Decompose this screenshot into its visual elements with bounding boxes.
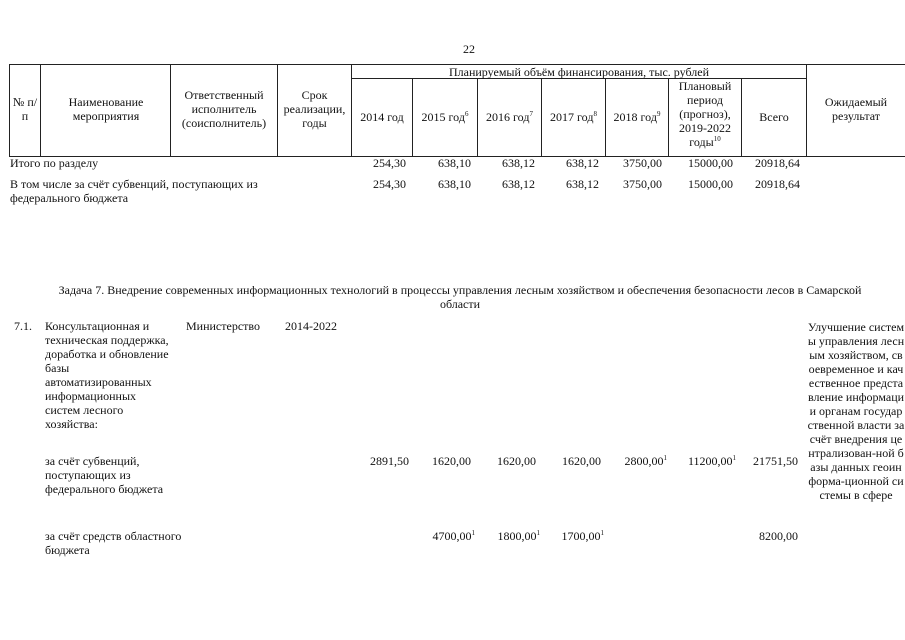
summary-total-2015: 638,10 <box>438 156 471 170</box>
subrow-regional-2016: 1800,00$^1$ <box>497 529 540 543</box>
header-2017: 2017 год$^8$ <box>550 110 597 124</box>
subrow-regional-2017: 1700,00$^1$ <box>561 529 604 543</box>
header-2018: 2018 год$^9$ <box>613 110 661 124</box>
summary-total-sum: 20918,64 <box>755 156 800 170</box>
subrow-regional-total: 8200,00 <box>759 529 798 543</box>
summary-total-2014: 254,30 <box>373 156 406 170</box>
header-2015: 2015 год$^6$ <box>421 110 469 124</box>
summary-federal-2016: 638,12 <box>502 177 535 191</box>
summary-federal-2018: 3750,00 <box>623 177 662 191</box>
summary-total-2017: 638,12 <box>566 156 599 170</box>
item-number: 7.1. <box>14 319 32 333</box>
page-number: 22 <box>463 42 475 56</box>
subrow-regional-2015: 4700,00$^1$ <box>432 529 475 543</box>
item-expected-result: Улучшение системы управления лесным хозяйством, своевременное и качественное представление информации органам государственной власти за счёт внедрения централизован-ной базы данных геоинформа-ционной системы в сфере <box>807 320 905 502</box>
header-plan-period: Плановый период (прогноз), 2019-2022 годы$^{10}$ <box>678 79 732 149</box>
subrow-federal-plan: 11200,00$^1$ <box>687 454 736 468</box>
subrow-federal-2017: 1620,00 <box>562 454 601 468</box>
subrow-federal-2016: 1620,00 <box>497 454 536 468</box>
header-total: Всего <box>759 110 789 124</box>
header-2016: 2016 год$^7$ <box>486 110 533 124</box>
header-term: Срок реализации, годы <box>283 88 346 130</box>
summary-total-2016: 638,12 <box>502 156 535 170</box>
header-2014: 2014 год <box>360 110 404 124</box>
header-name: Наименование мероприятия <box>68 95 144 123</box>
summary-federal-label: В том числе за счёт субвенций, поступающих из федерального бюджета <box>10 177 258 205</box>
header-num: № п/п <box>12 95 38 123</box>
summary-federal-plan: 15000,00 <box>688 177 733 191</box>
item-name: Консультационная и техническая поддержка, доработка и обновление базы автоматизированных информационных систем лесного хозяйства: <box>45 319 169 431</box>
subrow-federal-2018: 2800,00$^1$ <box>624 454 667 468</box>
header-result: Ожидаемый результат <box>824 95 888 123</box>
summary-federal-2017: 638,12 <box>566 177 599 191</box>
subrow-federal-2015: 1620,00 <box>432 454 471 468</box>
subrow-federal-total: 21751,50 <box>753 454 798 468</box>
summary-total-2018: 3750,00 <box>623 156 662 170</box>
task-title: Задача 7. Внедрение современных информационных технологий в процессы управления лесным хозяйством и обеспечения безопасности лесов в Самарской области <box>58 283 862 311</box>
header-executor: Ответственный исполнитель (соисполнитель) <box>181 88 267 130</box>
summary-total-plan: 15000,00 <box>688 156 733 170</box>
header-planned: Планируемый объём финансирования, тыс. рублей <box>448 65 709 79</box>
summary-federal-2015: 638,10 <box>438 177 471 191</box>
subrow-federal-2014: 2891,50 <box>370 454 409 468</box>
subrow-regional-label: за счёт средств областного бюджета <box>45 529 182 557</box>
summary-federal-sum: 20918,64 <box>755 177 800 191</box>
summary-federal-2014: 254,30 <box>373 177 406 191</box>
item-executor: Министерство <box>186 319 260 333</box>
summary-total-label: Итого по разделу <box>10 156 99 170</box>
subrow-federal-label: за счёт субвенций, поступающих из федерального бюджета <box>45 454 164 496</box>
item-term: 2014-2022 <box>285 319 337 333</box>
